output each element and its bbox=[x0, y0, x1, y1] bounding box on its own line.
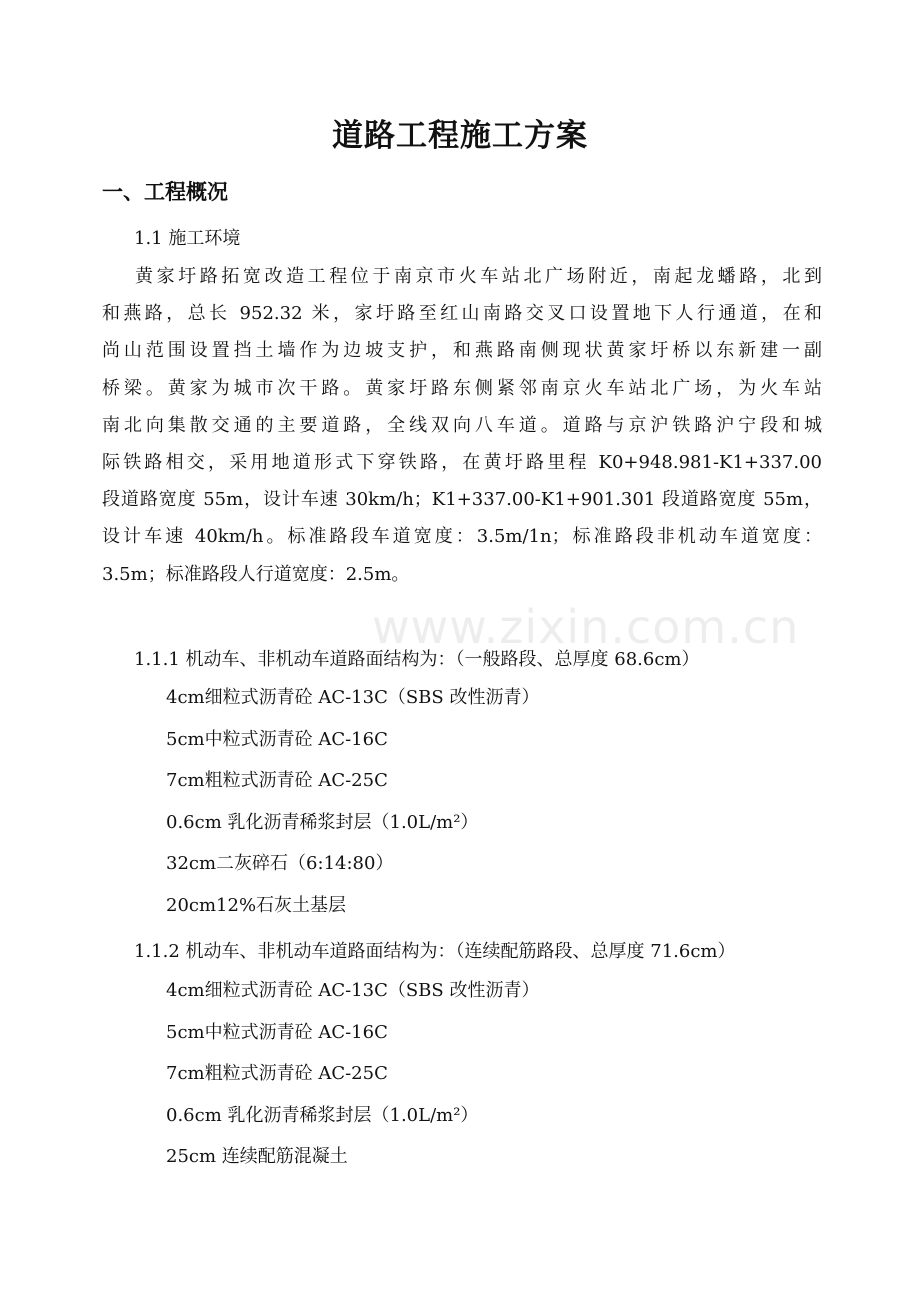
paragraph-line: 黄家圩路拓宽改造工程位于南京市火车站北广场附近，南起龙蟠路，北到 bbox=[135, 266, 822, 287]
layer-item: 4cm细粒式沥青砼 AC-13C（SBS 改性沥青） bbox=[166, 980, 540, 1001]
paragraph-line: 段道路宽度 55m，设计车速 30km/h；K1+337.00-K1+901.301 段道路宽度 55m， bbox=[102, 489, 822, 511]
structure-heading-general: 1.1.1 机动车、非机动车道路面结构为：（一般路段、总厚度 68.6cm） bbox=[134, 649, 700, 670]
subsection-heading: 1.1 施工环境 bbox=[134, 228, 241, 249]
paragraph-line: 和燕路，总长 952.32 米，家圩路至红山南路交叉口设置地下人行通道，在和 bbox=[102, 303, 822, 325]
layer-item: 0.6cm 乳化沥青稀浆封层（1.0L/m²） bbox=[166, 811, 479, 833]
layer-item: 25cm 连续配筋混凝土 bbox=[166, 1146, 348, 1168]
section-heading: 一、工程概况 bbox=[102, 180, 228, 204]
structure-heading-crcp: 1.1.2 机动车、非机动车道路面结构为：（连续配筋路段、总厚度 71.6cm） bbox=[134, 941, 736, 962]
paragraph-line: 际铁路相交，采用地道形式下穿铁路，在黄圩路里程 K0+948.981-K1+337.00 bbox=[102, 452, 822, 474]
paragraph-line: 设计车速 40km/h。标准路段车道宽度：3.5m/1n；标准路段非机动车道宽度： bbox=[102, 526, 822, 548]
layer-item: 5cm中粒式沥青砼 AC-16C bbox=[166, 728, 388, 750]
layer-item: 5cm中粒式沥青砼 AC-16C bbox=[166, 1021, 388, 1043]
layer-item: 7cm粗粒式沥青砼 AC-25C bbox=[166, 1063, 388, 1085]
layer-item: 32cm二灰碎石（6:14:80） bbox=[166, 853, 394, 875]
layer-item: 4cm细粒式沥青砼 AC-13C（SBS 改性沥青） bbox=[166, 687, 540, 708]
layer-list-crcp bbox=[166, 979, 539, 1187]
layer-item: 7cm粗粒式沥青砼 AC-25C bbox=[166, 770, 388, 792]
watermark: www.zixin.com.cn bbox=[372, 600, 800, 654]
body-paragraph bbox=[102, 258, 822, 593]
paragraph-line: 3.5m；标准路段人行道宽度：2.5m。 bbox=[102, 563, 410, 585]
layer-item: 0.6cm 乳化沥青稀浆封层（1.0L/m²） bbox=[166, 1104, 479, 1126]
document-title: 道路工程施工方案 bbox=[332, 118, 588, 154]
paragraph-line: 尚山范围设置挡土墙作为边坡支护，和燕路南侧现状黄家圩桥以东新建一副 bbox=[102, 340, 822, 362]
layer-list-general bbox=[166, 686, 539, 936]
paragraph-line: 南北向集散交通的主要道路，全线双向八车道。道路与京沪铁路沪宁段和城 bbox=[102, 414, 822, 436]
paragraph-line: 桥梁。黄家为城市次干路。黄家圩路东侧紧邻南京火车站北广场，为火车站 bbox=[102, 377, 822, 399]
layer-item: 20cm12%石灰土基层 bbox=[166, 894, 347, 916]
